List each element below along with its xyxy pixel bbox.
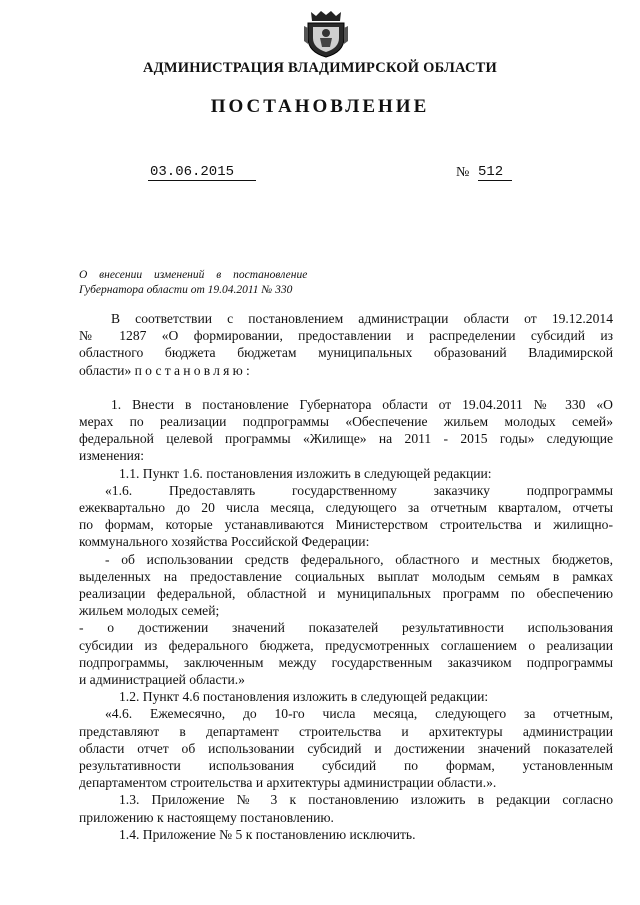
coat-of-arms-icon — [302, 8, 350, 58]
item-line: субсидии из федерального бюджета, предусмотренных соглашением о реализации — [79, 637, 613, 653]
preamble-line: № 1287 «О формировании, предоставлении и распределении субсидий из — [79, 328, 613, 344]
document-type-title: ПОСТАНОВЛЕНИЕ — [210, 96, 430, 117]
item-line: 1. Внести в постановление Губернатора области от 19.04.2011 № 330 «О — [111, 396, 613, 412]
spacer — [79, 379, 613, 396]
document-date: 03.06.2015 — [148, 164, 256, 181]
document-subject — [79, 268, 339, 298]
item-line: подпрограммы, заключенным между государственным заказчиком подпрограммы — [79, 654, 613, 670]
preamble-text: области» — [79, 362, 132, 378]
number-sign: № — [456, 165, 470, 180]
item-line: реализации федеральной, областной и муниципальных программ по обеспечению — [79, 586, 613, 602]
item-line: департаментом строительства и архитектуры администрации области.». — [79, 775, 497, 791]
preamble-line: областного бюджета бюджетам муниципальных образований Владимирской — [79, 345, 613, 361]
subject-line: Губернатора области от 19.04.2011 № 330 — [79, 284, 293, 296]
item-line: коммунального хозяйства Российской Федерации: — [79, 534, 370, 550]
item-line: 1.1. Пункт 1.6. постановления изложить в следующей редакции: — [119, 465, 492, 481]
item-line: федеральной целевой программы «Жилище» на 2011 - 2015 годы» следующие — [79, 431, 613, 447]
item-line: жильем молодых семей; — [79, 603, 220, 619]
item-line: изменения: — [79, 448, 144, 464]
item-line: и администрацией области.» — [79, 672, 245, 688]
item-line: - о достижении значений показателей результативности использования — [79, 620, 613, 636]
item-line: «4.6. Ежемесячно, до 10-го числа месяца, следующего за отчетным, — [105, 706, 613, 722]
item-line: представляют в департамент строительства и архитектуры администрации — [79, 723, 613, 739]
preamble-line — [79, 362, 613, 379]
subject-line: О внесении изменений в постановление — [79, 269, 308, 281]
item-line: по формам, которые устанавливаются Министерством строительства и жилищно- — [79, 517, 613, 533]
item-line: приложению к настоящему постановлению. — [79, 809, 334, 825]
item-line: мерах по реализации подпрограммы «Обеспечение жильем молодых семей» — [79, 414, 613, 430]
operative-word: постановляю: — [134, 362, 253, 378]
item-line: области отчет об использовании субсидий и достижении значений показателей — [79, 740, 613, 756]
item-line: выделенных на предоставление социальных выплат молодым семьям в рамках — [79, 568, 613, 584]
document-number: 512 — [478, 164, 512, 181]
item-line: результативности использования субсидий по формам, установленным — [79, 758, 613, 774]
item-line: 1.2. Пункт 4.6 постановления изложить в следующей редакции: — [119, 689, 489, 705]
item-line: «1.6. Предоставлять государственному заказчику подпрограммы — [105, 482, 613, 498]
item-line: 1.3. Приложение № 3 к постановлению изложить в редакции согласно — [119, 792, 613, 808]
preamble-line: В соответствии с постановлением администрации области от 19.12.2014 — [111, 311, 613, 326]
item-line: 1.4. Приложение № 5 к постановлению исключить. — [119, 826, 416, 842]
document-body — [79, 310, 613, 843]
item-line: - об использовании средств федерального, областного и местных бюджетов, — [105, 551, 613, 567]
issuing-authority: АДМИНИСТРАЦИЯ ВЛАДИМИРСКОЙ ОБЛАСТИ — [143, 60, 497, 76]
item-line: ежеквартально до 20 числа месяца, следующего за отчетным кварталом, отчеты — [79, 500, 613, 516]
